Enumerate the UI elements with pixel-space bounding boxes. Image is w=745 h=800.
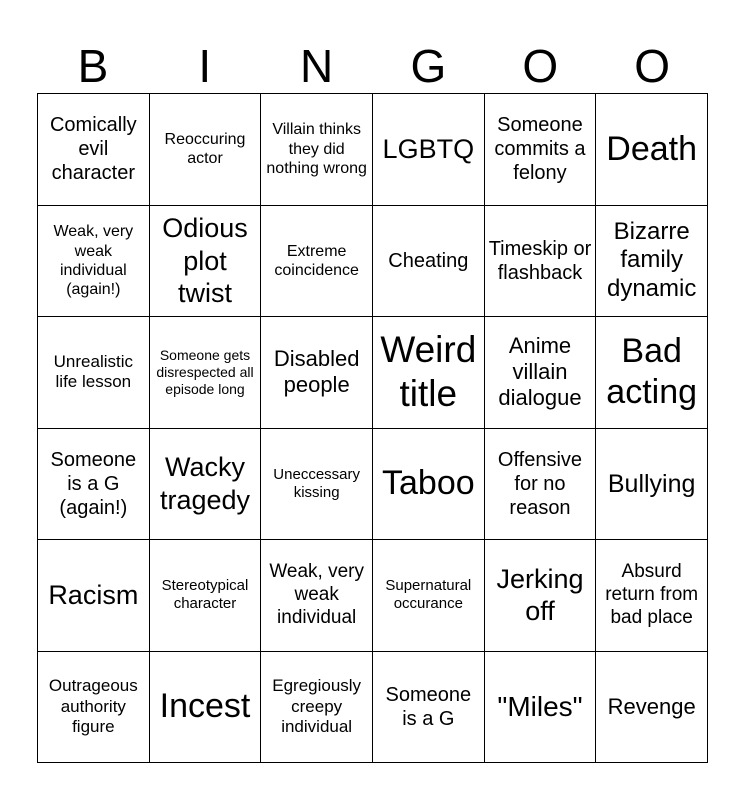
bingo-cell[interactable]: Weak, very weak individual (again!) (38, 206, 150, 318)
bingo-cell[interactable]: Weird title (373, 317, 485, 429)
header-letter-o-2: O (634, 40, 670, 92)
bingo-cell[interactable]: Someone gets disrespected all episode long (150, 317, 262, 429)
bingo-board (37, 93, 708, 763)
bingo-cell[interactable]: Death (596, 94, 708, 206)
bingo-cell[interactable]: Taboo (373, 429, 485, 541)
bingo-cell[interactable]: Comically evil character (38, 94, 150, 206)
bingo-cell[interactable]: Jerking off (485, 540, 597, 652)
bingo-cell[interactable]: Someone is a G (373, 652, 485, 764)
bingo-cell[interactable]: Bizarre family dynamic (596, 206, 708, 318)
bingo-cell[interactable]: "Miles" (485, 652, 597, 764)
bingo-cell[interactable]: Extreme coincidence (261, 206, 373, 318)
bingo-cell[interactable]: Absurd return from bad place (596, 540, 708, 652)
bingo-cell[interactable]: Offensive for no reason (485, 429, 597, 541)
header-letter-n: N (299, 40, 334, 92)
bingo-cell[interactable]: Incest (150, 652, 262, 764)
header-letter-b: B (77, 40, 109, 92)
bingo-cell[interactable]: LGBTQ (373, 94, 485, 206)
bingo-cell[interactable]: Supernatural occurance (373, 540, 485, 652)
bingo-cell[interactable]: Bad acting (596, 317, 708, 429)
bingo-cell[interactable]: Weak, very weak individual (261, 540, 373, 652)
bingo-cell[interactable]: Stereotypical character (150, 540, 262, 652)
bingo-cell[interactable]: Disabled people (261, 317, 373, 429)
bingo-cell[interactable]: Someone commits a felony (485, 94, 597, 206)
bingo-cell[interactable]: Outrageous authority figure (38, 652, 150, 764)
header-letter-g: G (410, 40, 447, 92)
bingo-cell[interactable]: Odious plot twist (150, 206, 262, 318)
bingo-cell[interactable]: Wacky tragedy (150, 429, 262, 541)
bingo-cell[interactable]: Reoccuring actor (150, 94, 262, 206)
bingo-cell[interactable]: Bullying (596, 429, 708, 541)
bingo-cell[interactable]: Cheating (373, 206, 485, 318)
bingo-cell[interactable]: Villain thinks they did nothing wrong (261, 94, 373, 206)
bingo-cell[interactable]: Unrealistic life lesson (38, 317, 150, 429)
bingo-cell[interactable]: Timeskip or flashback (485, 206, 597, 318)
bingo-cell[interactable]: Anime villain dialogue (485, 317, 597, 429)
bingo-header (37, 38, 708, 94)
bingo-cell[interactable]: Revenge (596, 652, 708, 764)
bingo-cell[interactable]: Someone is a G (again!) (38, 429, 150, 541)
header-letter-o: O (522, 40, 559, 92)
header-letter-i: I (198, 40, 212, 92)
bingo-cell[interactable]: Uneccessary kissing (261, 429, 373, 541)
bingo-cell[interactable]: Egregiously creepy individual (261, 652, 373, 764)
bingo-cell[interactable]: Racism (38, 540, 150, 652)
